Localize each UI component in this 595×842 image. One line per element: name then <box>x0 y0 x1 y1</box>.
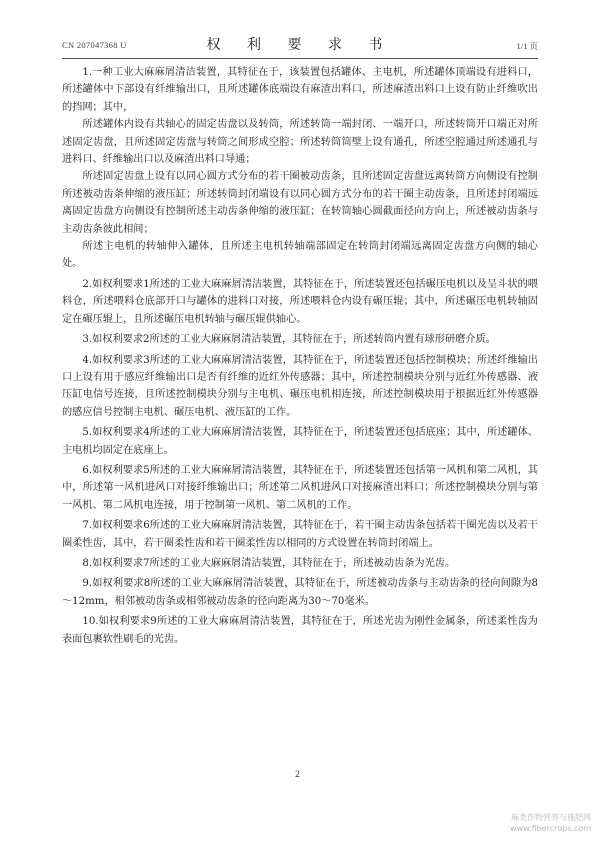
claim-7: 7.如权利要求6所述的工业大麻麻屑清洁装置，其特征在于，若干圈主动齿条包括若干圈光齿以及若干圈柔性齿，其中，若干圈柔性齿和若干圈柔性齿以相同的方式设置在转筒封闭端上。 <box>62 520 538 549</box>
claim-2: 2.如权利要求1所述的工业大麻麻屑清洁装置，其特征在于，所述装置还包括碾压电机以及呈斗状的喂料仓，所述喂料仓底部开口与罐体的进料口对接，所述喂料仓内设有碾压辊；其中，所述碾压电机转轴固定在碾压辊上，且所述碾压电机转轴与碾压辊供轴心。 <box>62 278 538 325</box>
claim-8: 8.如权利要求7所述的工业大麻麻屑清洁装置，其特征在于，所述被动齿条为光齿。 <box>82 557 456 569</box>
claim-5: 5.如权利要求4所述的工业大麻麻屑清洁装置，其特征在于，所述装置还包括底座；其中，所述罐体、主电机均固定在底座上。 <box>62 427 538 456</box>
page-number: 2 <box>295 770 300 780</box>
claim-3: 3.如权利要求2所述的工业大麻麻屑清洁装置，其特征在于，所述转筒内置有球形研磨介质。 <box>82 334 496 346</box>
publication-number: CN 207047368 U <box>62 40 127 50</box>
site-watermark <box>456 812 591 834</box>
claim-9: 9.如权利要求8所述的工业大麻麻屑清洁装置，其特征在于，所述被动齿条与主动齿条的径向间隙为8～12mm，相邻被动齿条或相邻被动齿条的径向距离为30～70毫米。 <box>62 578 538 607</box>
claims-body <box>62 64 538 648</box>
claim-1-paragraph-4: 所述主电机的转轴伸入罐体，且所述主电机转轴端部固定在转筒封闭端远离固定齿盘方向侧的轴心处。 <box>62 241 538 270</box>
page-info: 1/1 页 <box>516 41 538 51</box>
claim-1-paragraph-3: 所述固定齿盘上设有以同心圆方式分布的若干圈被动齿条，且所述固定齿盘远离转筒方向侧设有控制所述被动齿条伸缩的液压缸；所述转筒封闭端设有以同心圆方式分布的若干圈主动齿条，且所述封闭端远离固定齿盘方向侧设有控制所述主动齿条伸缩的液压缸；在转筒轴心圆截面径向方向上，所述被动齿条与主动齿条彼此相间； <box>62 171 538 235</box>
claim-4: 4.如权利要求3所述的工业大麻麻屑清洁装置，其特征在于，所述装置还包括控制模块；所述纤维输出口上设有用于感应纤维输出口是否有纤维的近红外传感器；其中，所述控制模块分别与近红外传感器、液压缸电信号连接，且所述控制模块分别与主电机、碾压电机相连接，所述控制模块用于根据近红外传感器的感应信号控制主电机、碾压电机、液压缸的工作。 <box>62 354 538 418</box>
claim-6: 6.如权利要求5所述的工业大麻麻屑清洁装置，其特征在于，所述装置还包括第一风机和第二风机，其中，所述第一风机进风口对接纤维输出口；所述第二风机进风口对接麻渣出料口；所述控制模块分别与第一风机、第二风机电连接，用于控制第一风机、第二风机的工作。 <box>62 464 538 511</box>
watermark-site-url: www.fibercrops.com <box>510 824 591 833</box>
claim-1-paragraph-2: 所述罐体内设有共轴心的固定齿盘以及转筒，所述转筒一端封闭、一端开口，所述转筒开口端正对所述固定齿盘，且所述固定齿盘与转筒之间形成空腔；所述转筒筒壁上设有通孔，所述空腔通过所述通孔与进料口、纤维输出口以及麻渣出料口导通； <box>62 119 538 166</box>
document-header <box>62 34 538 56</box>
claim-1-preamble: 1.一种工业大麻麻屑清洁装置，其特征在于，该装置包括罐体、主电机，所述罐体顶端设有进料口，所述罐体中下部设有纤维输出口，且所述罐体底端设有麻渣出料口，所述麻渣出料口上设有防止纤维吹出的挡网；其中， <box>62 67 538 113</box>
document-title: 权 利 要 求 书 <box>206 37 394 53</box>
header-divider <box>62 58 538 59</box>
claim-10: 10.如权利要求9所述的工业大麻麻屑清洁装置，其特征在于，所述光齿为刚性金属条，所述柔性齿为表面包裹软性刷毛的光齿。 <box>62 616 538 645</box>
watermark-site-name: 麻类作物营养与施肥网 <box>511 813 591 822</box>
